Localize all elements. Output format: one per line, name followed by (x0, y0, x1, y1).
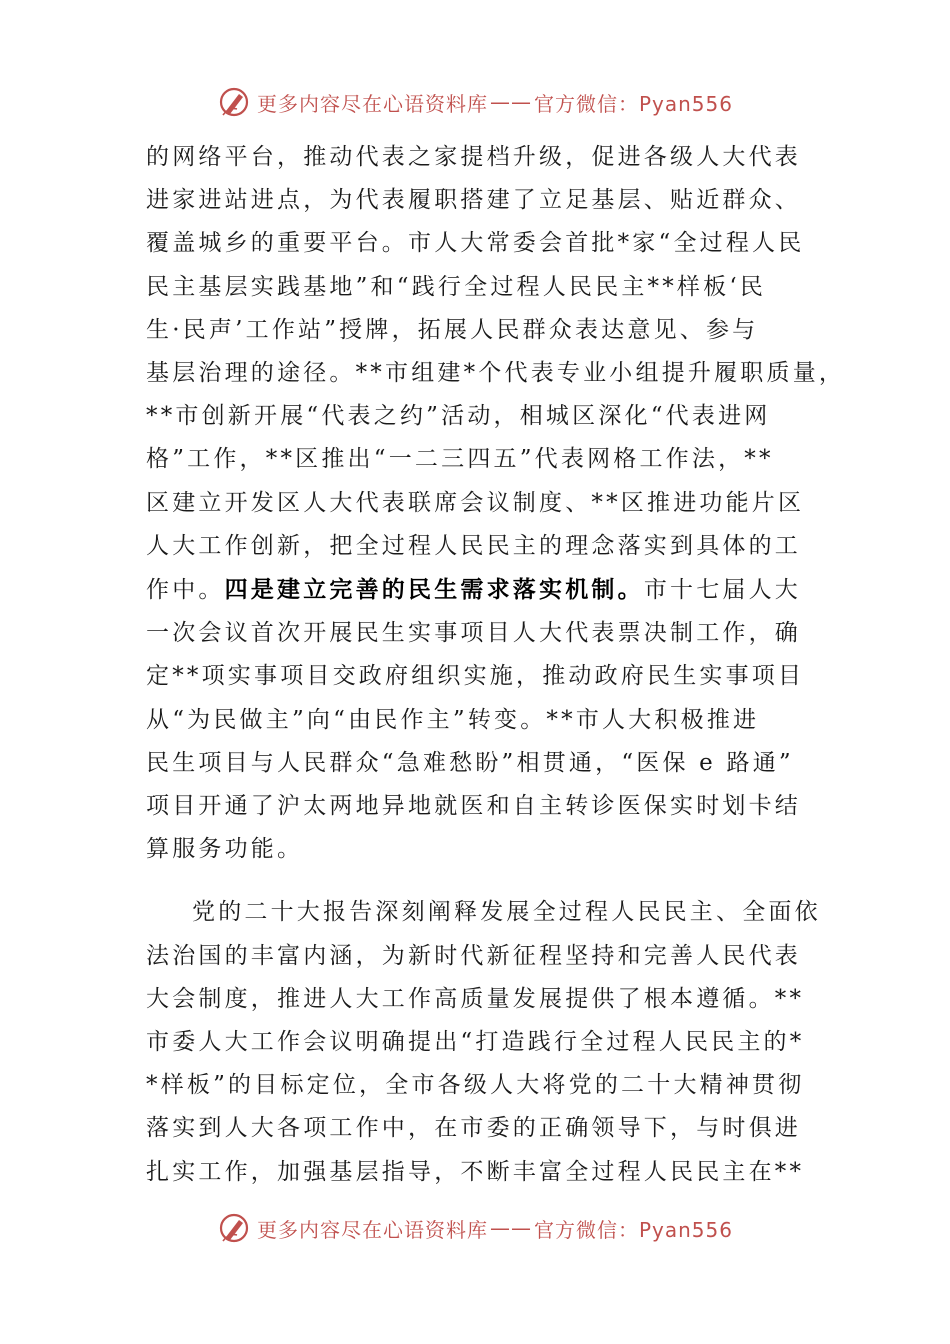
footer-watermark-banner (0, 1208, 950, 1248)
text-line: 人大工作创新，把全过程人民民主的理念落实到具体的工 (146, 532, 801, 559)
text-line-with-bold (146, 568, 818, 612)
text-line: 算服务功能。 (146, 836, 304, 863)
bold-heading-four: 四是建立完善的民生需求落实机制。 (224, 576, 644, 604)
text-line: 覆盖城乡的重要平台。市人大常委会首批*家“全过程人民 (146, 230, 805, 257)
paragraph-2 (146, 891, 821, 1193)
text-line: 生·民声’工作站”授牌，拓展人民群众表达意见、参与 (146, 316, 759, 343)
text-line: *样板”的目标定位，全市各级人大将党的二十大精神贯彻 (146, 1072, 805, 1099)
text-line: 项目开通了沪太两地异地就医和自主转诊医保实时划卡结 (146, 793, 801, 820)
text-run: 市十七届人大 (643, 577, 802, 604)
text-line: **市创新开展“代表之约”活动，相城区深化“代表进网 (146, 403, 771, 430)
text-line: 基层治理的途径。**市组建*个代表专业小组提升履职质量， (146, 360, 846, 387)
banner-separator: —— (489, 1216, 532, 1240)
text-line: 民主基层实践基地”和“践行全过程人民民主**样板‘民 (146, 273, 767, 300)
text-line: 区建立开发区人大代表联席会议制度、**区推进功能片区 (146, 489, 805, 516)
text-line: 进家进站进点，为代表履职搭建了立足基层、贴近群众、 (146, 187, 801, 214)
text-line: 党的二十大报告深刻阐释发展全过程人民民主、全面依 (192, 899, 821, 926)
text-line: 扎实工作，加强基层指导，不断丰富全过程人民民主在** (146, 1158, 805, 1185)
text-line: 市委人大工作会议明确提出“打造践行全过程人民民主的* (146, 1029, 805, 1056)
pen-logo-icon (217, 1211, 251, 1245)
text-line: 格”工作，**区推出“一二三四五”代表网格工作法，** (146, 446, 774, 473)
text-line: 一次会议首次开展民生实事项目人大代表票决制工作，确 (146, 620, 801, 647)
text-line: 民生项目与人民群众“急难愁盼”相贯通，“医保 e 路通” (146, 749, 794, 776)
banner-text: 更多内容尽在心语资料库 (256, 1217, 488, 1242)
banner-separator: —— (489, 90, 532, 114)
document-body (146, 136, 846, 1194)
text-line: 法治国的丰富内涵，为新时代新征程坚持和完善人民代表 (146, 942, 801, 969)
header-watermark-banner (0, 82, 950, 122)
text-run: 作中。 (146, 577, 225, 604)
banner-text: 更多内容尽在心语资料库 (256, 91, 488, 116)
text-line: 从“为民做主”向“由民作主”转变。**市人大积极推进 (146, 706, 760, 733)
text-line: 大会制度，推进人大工作高质量发展提供了根本遵循。** (146, 985, 805, 1012)
pen-logo-icon (217, 85, 251, 119)
banner-suffix: 官方微信：Pyan556 (533, 91, 733, 116)
paragraph-1 (146, 136, 846, 871)
text-line: 定**项实事项目交政府组织实施，推动政府民生实事项目 (146, 663, 805, 690)
text-line: 落实到人大各项工作中，在市委的正确领导下，与时俱进 (146, 1115, 801, 1142)
banner-suffix: 官方微信：Pyan556 (533, 1217, 733, 1242)
text-line: 的网络平台，推动代表之家提档升级，促进各级人大代表 (146, 144, 801, 170)
